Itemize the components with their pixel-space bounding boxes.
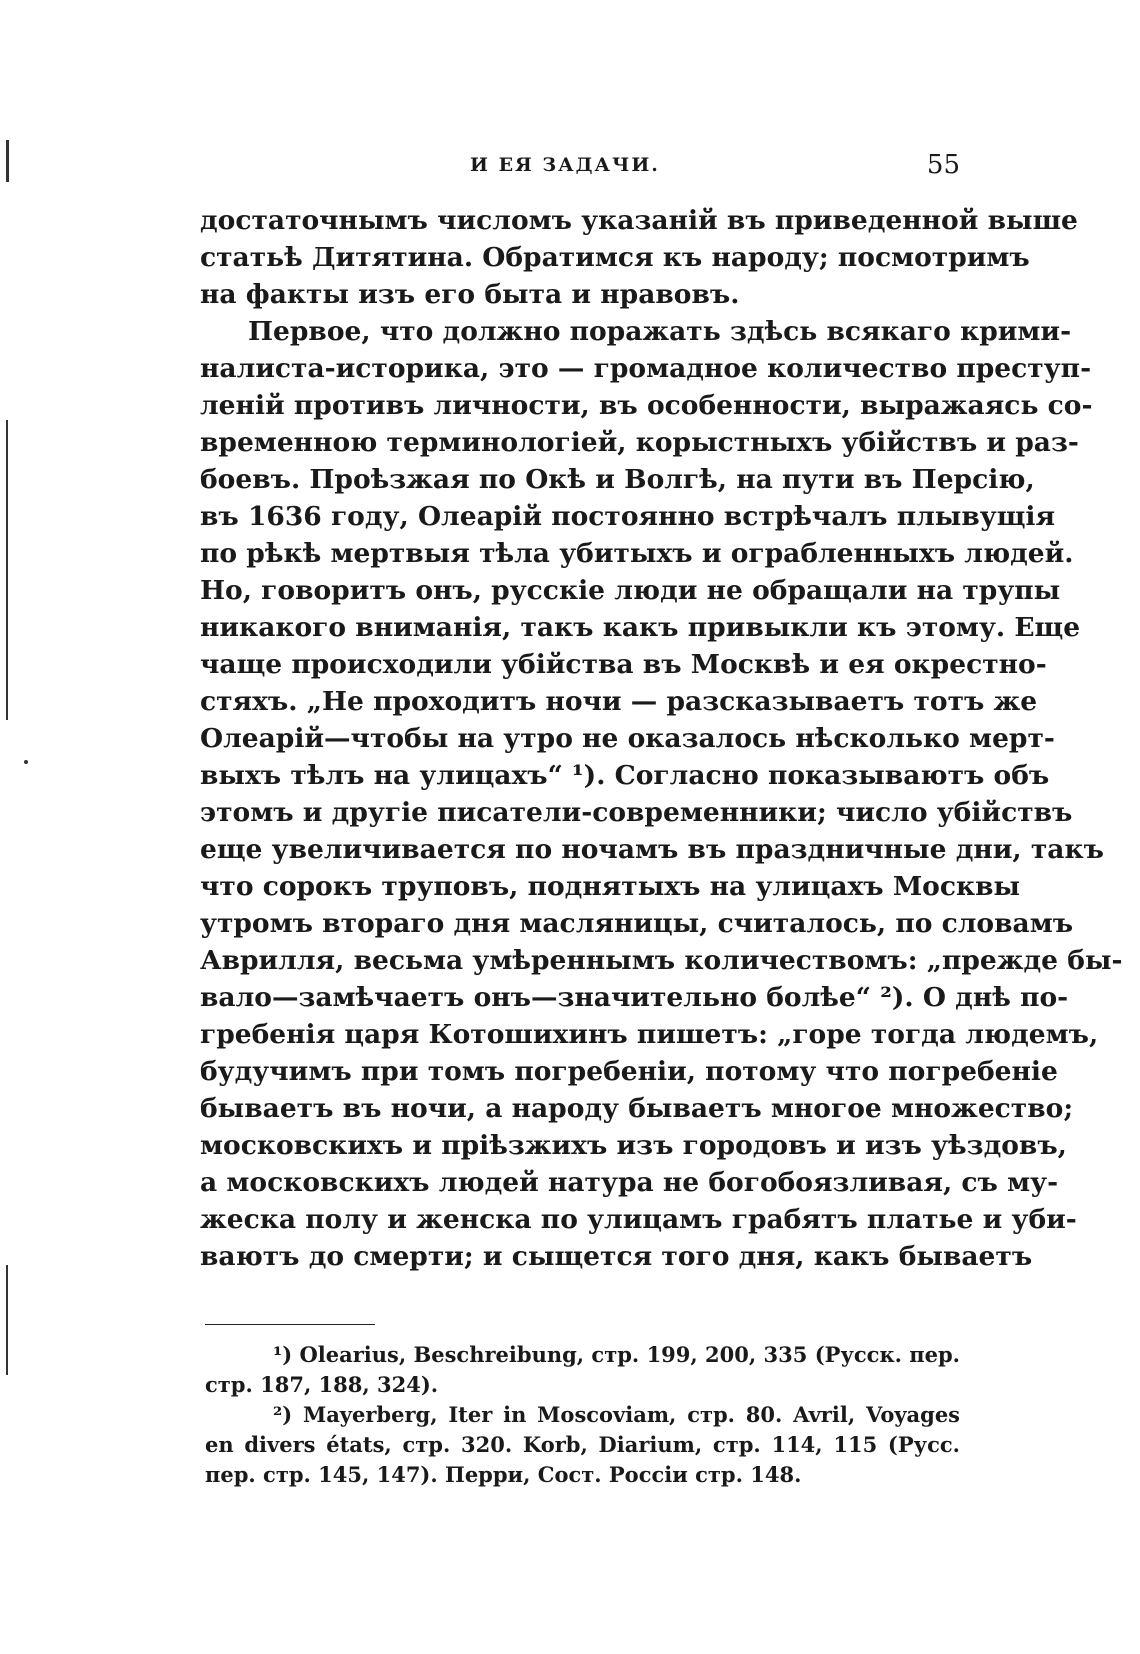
text-line: по рѣкѣ мертвыя тѣла убитыхъ и ограбленныхъ людей.: [200, 538, 1074, 569]
footnotes: [205, 1340, 960, 1490]
text-line: вало—замѣчаетъ онъ—значительно болѣе“ ²). О днѣ по-: [200, 982, 1069, 1013]
text-line: леній противъ личности, въ особенности, выражаясь со-: [200, 390, 1093, 421]
footnote-line: ²) Mayerberg, Iter in Moscoviam, стр. 80. Avril, Voyages: [273, 1402, 960, 1427]
text-line: достаточнымъ числомъ указаній въ приведенной выше: [200, 205, 1078, 236]
text-line: никакого вниманія, такъ какъ привыкли къ этому. Еще: [200, 612, 1081, 643]
margin-scan-mark: [6, 1265, 8, 1375]
margin-scan-mark: [6, 420, 8, 720]
footnote-line: пер. стр. 145, 147). Перри, Сост. Россіи стр. 148.: [205, 1462, 802, 1487]
text-line: гребенія царя Котошихинъ пишетъ: „горе тогда людемъ,: [200, 1019, 1099, 1050]
text-line: на факты изъ его быта и нравовъ.: [200, 279, 740, 310]
text-line: московскихъ и пріѣзжихъ изъ городовъ и изъ уѣздовъ,: [200, 1130, 1067, 1161]
text-line: Но, говоритъ онъ, русскіе люди не обращали на трупы: [200, 575, 1061, 606]
footnote-line: ¹) Olearius, Beschreibung, стр. 199, 200, 335 (Русск. пер.: [273, 1342, 960, 1367]
margin-scan-mark: [24, 760, 28, 764]
page-header: [200, 150, 960, 190]
text-line: этомъ и другіе писатели-современники; число убійствъ: [200, 797, 1073, 828]
text-line: что сорокъ труповъ, поднятыхъ на улицахъ Москвы: [200, 871, 1021, 902]
text-line: будучимъ при томъ погребеніи, потому что погребеніе: [200, 1056, 1058, 1087]
margin-scan-mark: [6, 140, 9, 182]
footnote-divider: [205, 1324, 375, 1325]
text-line: въ 1636 году, Олеарій постоянно встрѣчалъ плывущія: [200, 501, 1056, 532]
text-line: статьѣ Дитятина. Обратимся къ народу; посмотримъ: [200, 242, 1030, 273]
text-line: а московскихъ людей натура не богобоязливая, съ му-: [200, 1167, 1059, 1198]
text-line: Аврилля, весьма умѣреннымъ количествомъ: „прежде бы-: [200, 945, 1123, 976]
text-line: ваютъ до смерти; и сыщется того дня, какъ бываетъ: [200, 1241, 1033, 1272]
running-title: И ЕЯ ЗАДАЧИ.: [470, 154, 660, 176]
text-line: налиста-историка, это — громадное количество преступ-: [200, 353, 1092, 384]
footnote-line: стр. 187, 188, 324).: [205, 1372, 439, 1397]
text-line: стяхъ. „Не проходитъ ночи — разсказываетъ тотъ же: [200, 686, 1038, 717]
text-line: еще увеличивается по ночамъ въ праздничные дни, такъ: [200, 834, 1104, 865]
text-line: утромъ втораго дня масляницы, считалось, по словамъ: [200, 908, 1074, 939]
text-line: выхъ тѣлъ на улицахъ“ ¹). Согласно показываютъ объ: [200, 760, 1050, 791]
text-line: жеска полу и женска по улицамъ грабятъ платье и уби-: [200, 1204, 1077, 1235]
page-number: 55: [926, 150, 960, 180]
text-line: бываетъ въ ночи, а народу бываетъ многое множество;: [200, 1093, 1074, 1124]
footnote-line: en divers états, стр. 320. Korb, Diarium, стр. 114, 115 (Русс.: [205, 1432, 960, 1457]
text-line: чаще происходили убійства въ Москвѣ и ея окрестно-: [200, 649, 1047, 680]
text-line: боевъ. Проѣзжая по Окѣ и Волгѣ, на пути въ Персію,: [200, 464, 1035, 495]
body-text: [200, 202, 1123, 1275]
text-line: Первое, что должно поражать здѣсь всякаго крими-: [248, 316, 1072, 347]
text-line: Олеарій—чтобы на утро не оказалось нѣсколько мерт-: [200, 723, 1055, 754]
text-line: временною терминологіей, корыстныхъ убійствъ и раз-: [200, 427, 1079, 458]
